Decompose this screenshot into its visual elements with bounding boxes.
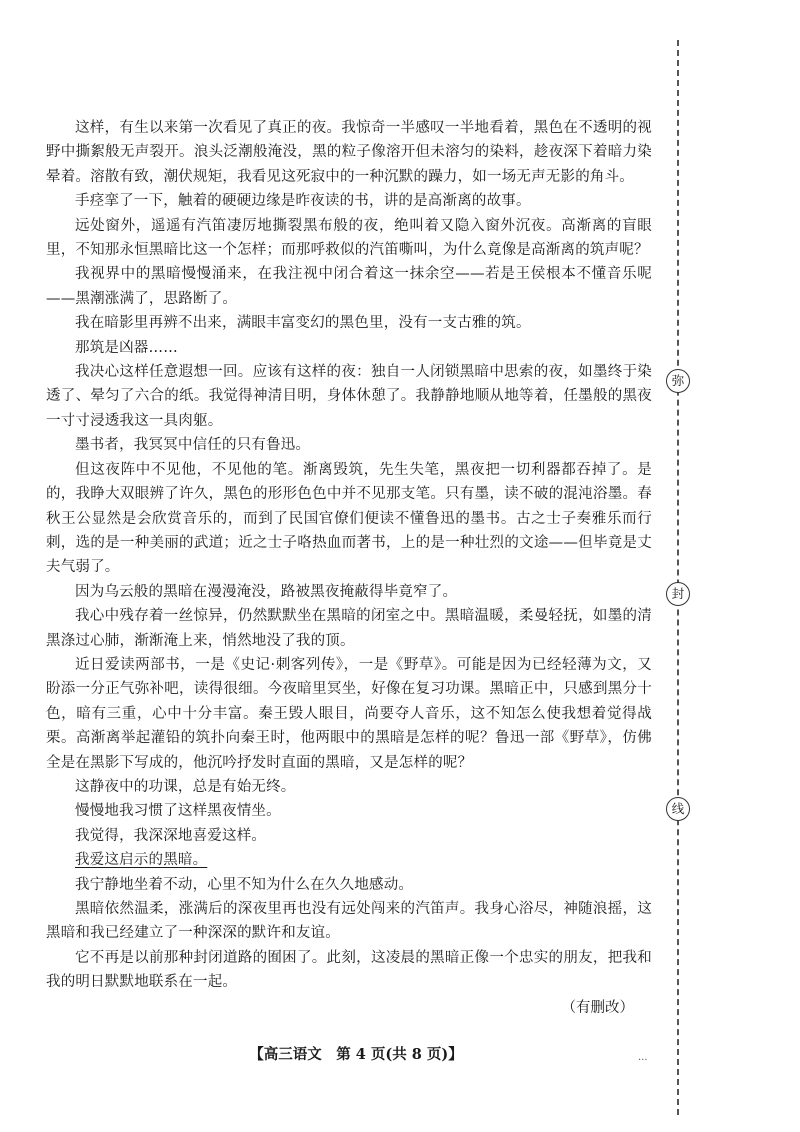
paragraph-1: 这样，有生以来第一次看见了真正的夜。我惊奇一半感叹一半地看着，黑色在不透明的视野中撕絮般无声裂开。浪头泛潮般淹没，黑的粒子像溶开但未溶匀的染料，趁夜深下着暗力染晕着。溶散有致，潮伏规矩，我看见这死寂中的一种沉默的躁力，如一场无声无影的角斗。: [46, 120, 652, 185]
paragraph-15: 我觉得，我深深地喜爱这样。: [75, 827, 267, 844]
paragraph-4: 我视界中的黑暗慢慢涌来，在我注视中闭合着这一抹余空——若是王侯根本不懂音乐呢——黑潮涨满了，思路断了。: [46, 266, 652, 307]
seal-mark-xian: 线: [666, 797, 690, 821]
paragraph-19: 它不再是以前那种封闭道路的囿困了。此刻，这凌晨的黑暗正像一个忠实的朋友，把我和我的明日默默地联系在一起。: [46, 949, 652, 991]
paragraph-6: 那筑是凶器……: [75, 339, 178, 356]
underlined-sentence: 我爱这启示的黑暗。: [75, 852, 208, 869]
paragraph-8: 墨书者，我冥冥中信任的只有鲁迅。: [75, 437, 311, 454]
paragraph-13: 这静夜中的功课，总是有始无终。: [75, 778, 296, 795]
paragraph-16-underlined: [46, 848, 652, 872]
paragraph-18: 黑暗依然温柔，涨满后的深夜里再也没有远处闯来的汽笛声。我身心浴尽，神随浪摇，这黑暗和我已经建立了一种深深的默许和友谊。: [46, 901, 652, 942]
paragraph-5: 我在暗影里再辨不出来，满眼丰富变幻的黑色里，没有一支古雅的筑。: [75, 315, 531, 332]
paragraph-10: 因为乌云般的黑暗在漫漫淹没，路被黑夜掩蔽得毕竟窄了。: [75, 583, 458, 600]
paragraph-2: 手痉挛了一下，触着的硬硬边缘是昨夜读的书，讲的是高渐离的故事。: [75, 193, 531, 210]
paragraph-14: 慢慢地我习惯了这样黑夜情坐。: [75, 803, 281, 820]
paragraph-7: 我决心这样任意遐想一回。应该有这样的夜：独自一人闭锁黑暗中思索的夜，如墨终于染透了、晕匀了六合的纸。我觉得神清目明，身体休憩了。我静静地顺从地等着，任墨般的黑夜一寸寸浸透我这一具肉躯。: [46, 364, 652, 429]
paragraph-17: 我宁静地坐着不动，心里不知为什么在久久地感动。: [75, 876, 414, 893]
paragraph-12: 近日爱读两部书，一是《史记·刺客列传》，一是《野草》。可能是因为已经轻薄为文，又盼添一分正气弥补吧，读得很细。今夜暗里冥坐，好像在复习功课。黑暗正中，只感到黑分十色，暗有三重，心中十分丰富。秦王毁人眼目，尚要夺人音乐，这不知怎么使我想着觉得战栗。高渐离举起灌铅的筑扑向秦王时，他两眼中的黑暗是怎样的呢？鲁迅一部《野草》，仿佛全是在黑影下写成的，他沉吟抒发时直面的黑暗，又是怎样的呢？: [46, 656, 652, 771]
binding-dashed-line: [677, 40, 679, 1115]
paragraph-11: 我心中残存着一丝惊异，仍然默默坐在黑暗的闭室之中。黑暗温暖，柔曼轻抚，如墨的清黑涤过心肺，渐渐淹上来，悄然地没了我的顶。: [46, 608, 652, 649]
paragraph-9: 但这夜阵中不见他，不见他的笔。渐离毁筑，先生失笔，黑夜把一切利器都吞掉了。是的，我睁大双眼辨了许久，黑色的形形色色中并不见那支笔。只有墨，读不破的混沌浴墨。春秋王公显然是会欣赏音乐的，而到了民国官僚们便读不懂鲁迅的墨书。古之士子奏雅乐而行刺，选的是一种美丽的武道；近之士子咯热血而著书，上的是一种壮烈的文途——但毕竟是丈夫气弱了。: [46, 461, 652, 576]
page-footer: 【高三语文 第 4 页(共 8 页)】: [249, 1046, 463, 1063]
seal-mark-mi: 弥: [666, 369, 690, 393]
corner-mark: ...: [638, 1052, 648, 1063]
seal-mark-feng: 封: [666, 582, 690, 606]
source-note: （有删改）: [561, 1000, 634, 1016]
article-body: [46, 116, 652, 995]
paragraph-3: 远处窗外，遥遥有汽笛凄厉地撕裂黑布般的夜，绝叫着又隐入窗外沉夜。高渐离的盲眼里，不知那永恒黑暗比这一个怎样；而那呼救似的汽笛嘶叫，为什么竟像是高渐离的筑声呢？: [46, 217, 652, 259]
